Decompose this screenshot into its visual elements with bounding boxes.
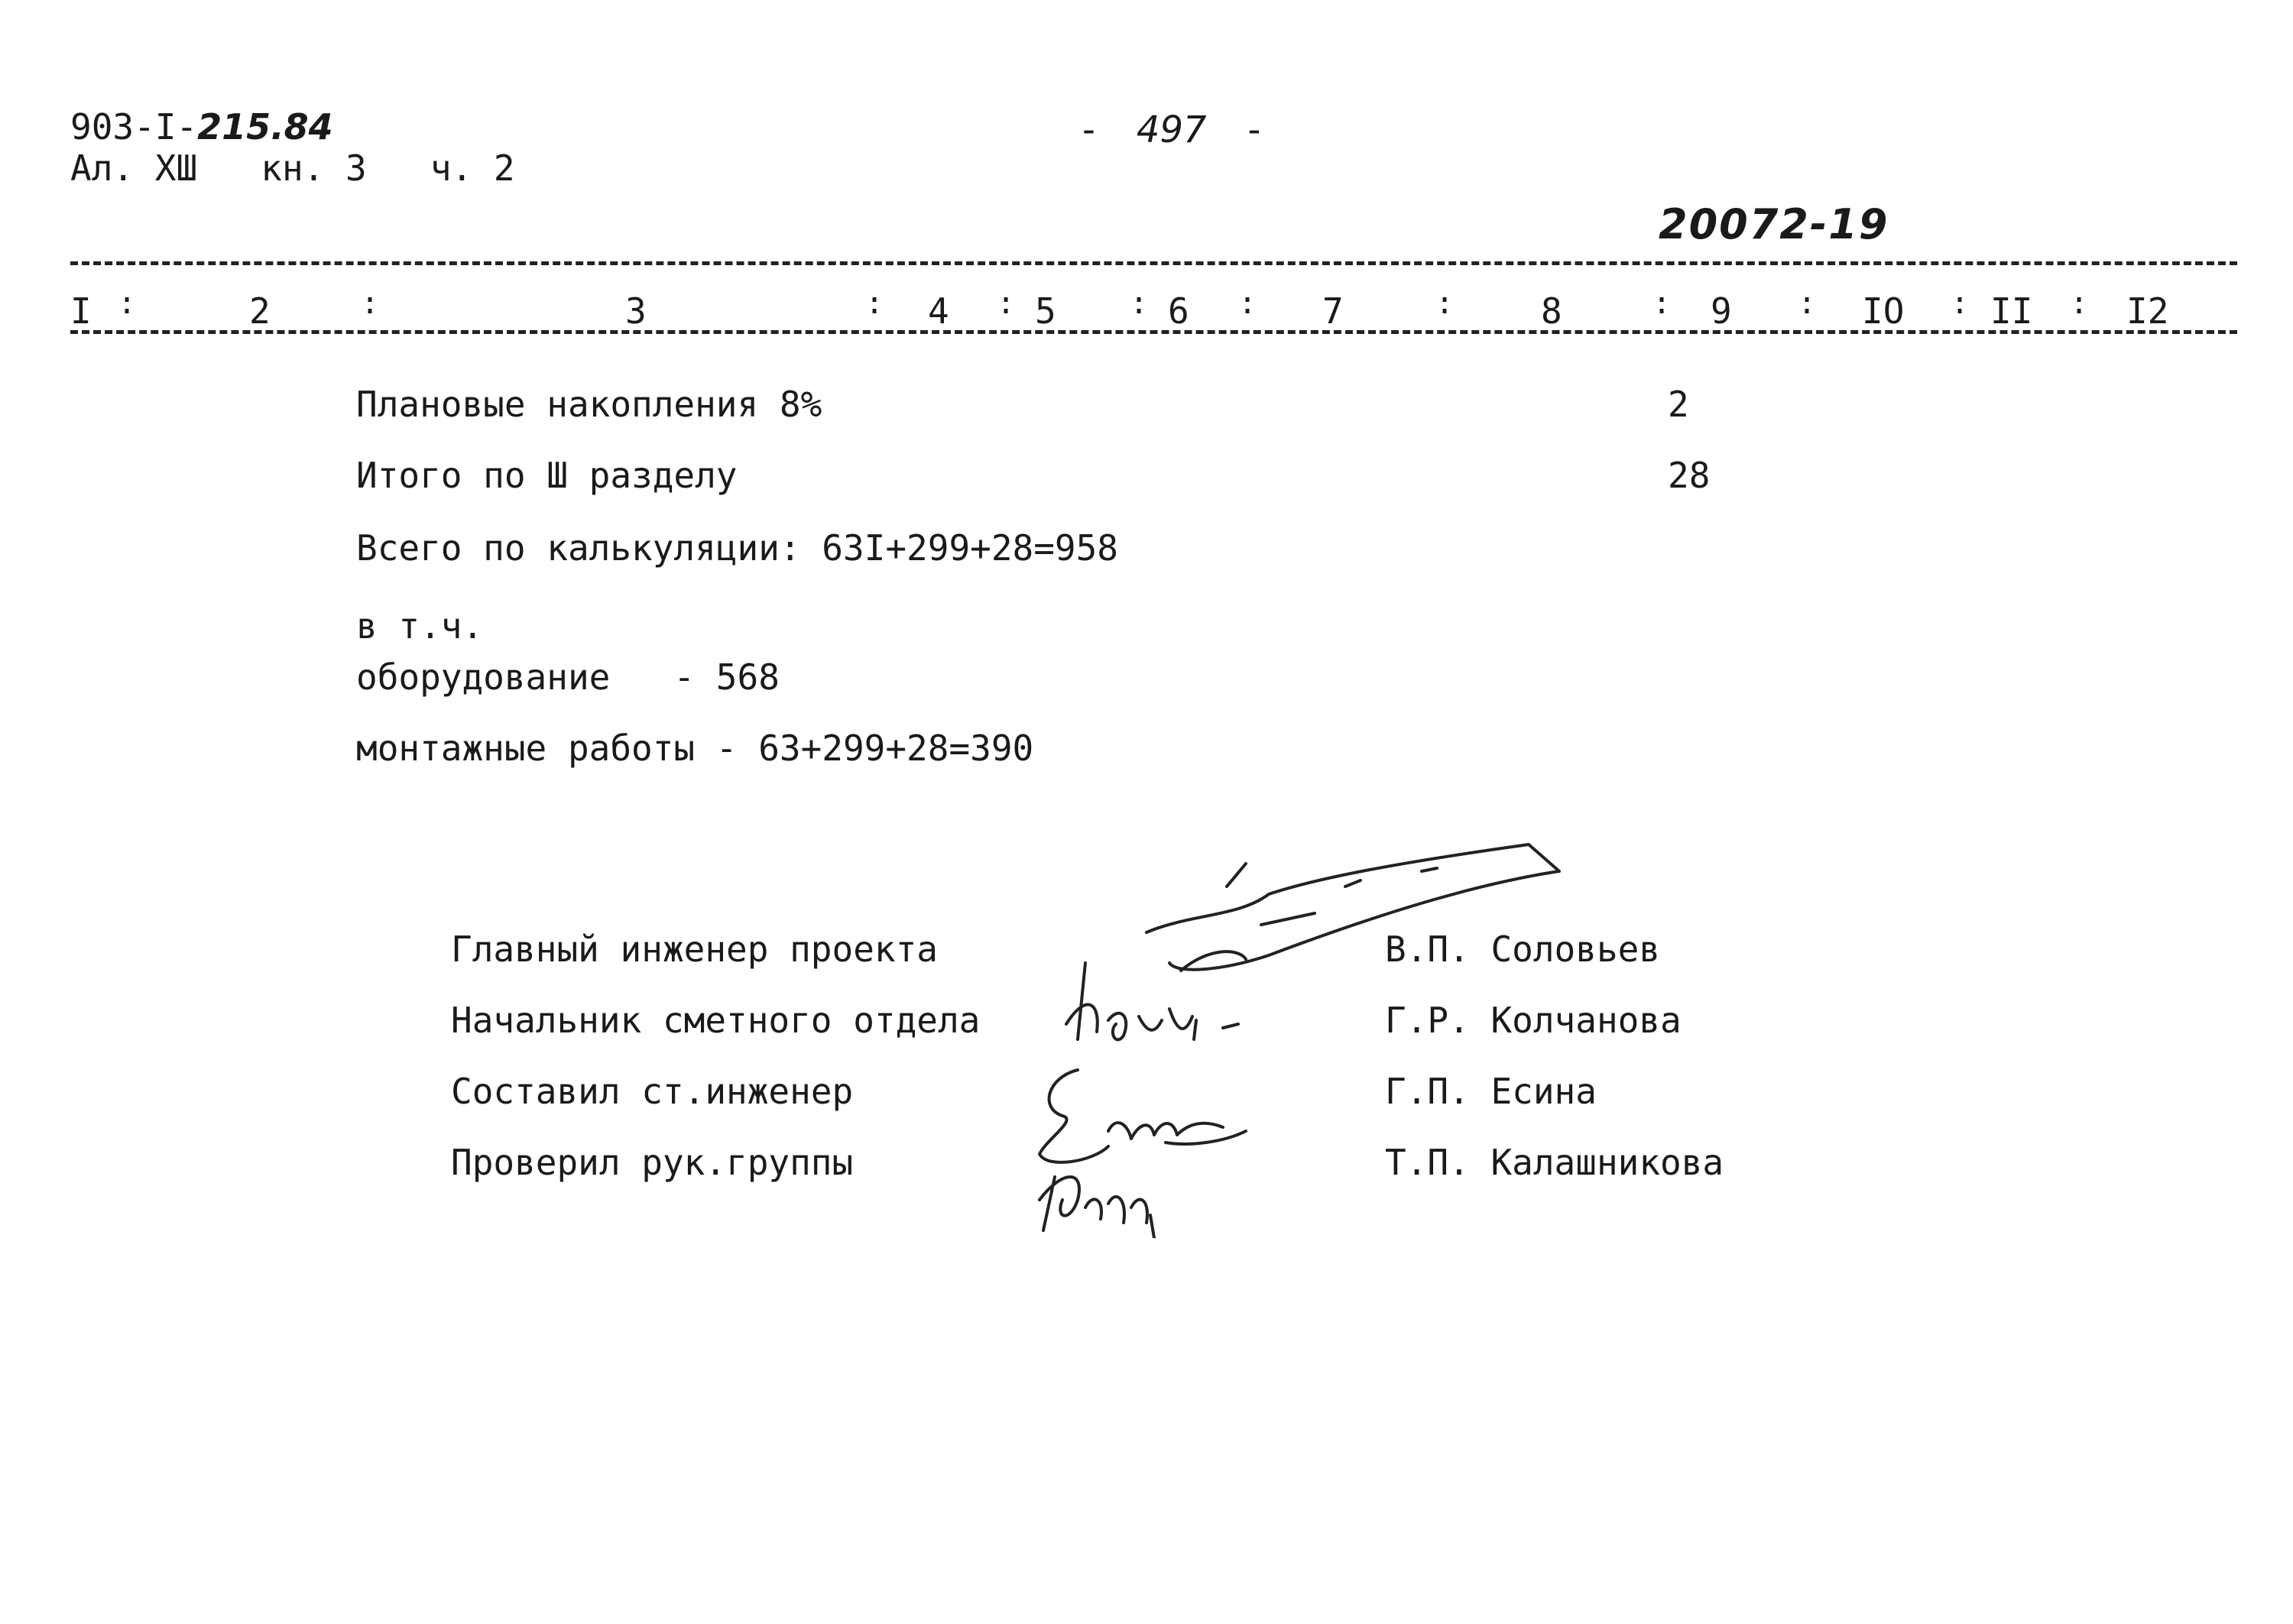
album-label: Ал. ХШ bbox=[70, 147, 198, 189]
signature-role: Составил ст.инженер bbox=[451, 1071, 854, 1112]
signature-chief-engineer bbox=[1146, 844, 1559, 971]
summary-row: Итого по Ш разделу bbox=[356, 455, 738, 496]
column-separator: : bbox=[1130, 286, 1149, 321]
column-number: 8 bbox=[1541, 290, 1562, 332]
document-part bbox=[70, 147, 515, 189]
summary-row: Всего по калькуляции: 63I+299+28=958 bbox=[356, 527, 1118, 569]
table-header-top-rule bbox=[70, 261, 2237, 265]
signature-name: В.П. Соловьев bbox=[1385, 929, 1661, 970]
summary-row: оборудование - 568 bbox=[356, 656, 780, 698]
document-code-handwritten: 215.84 bbox=[197, 106, 333, 147]
column-number: 6 bbox=[1168, 290, 1189, 332]
page-dash-right: - bbox=[1243, 109, 1266, 151]
signature-kalashnikova bbox=[1039, 1177, 1154, 1238]
column-separator: : bbox=[997, 286, 1016, 321]
column-separator: : bbox=[1435, 286, 1455, 321]
signature-role: Главный инженер проекта bbox=[451, 929, 938, 970]
summary-row-value: 28 bbox=[1668, 455, 1711, 496]
signature-role: Начальник сметного отдела bbox=[451, 1000, 981, 1041]
summary-row: в т.ч. bbox=[356, 605, 484, 647]
page-number bbox=[1078, 109, 1265, 151]
column-number: I2 bbox=[2126, 290, 2169, 332]
signature-name: Г.П. Есина bbox=[1385, 1071, 1597, 1112]
summary-row: монтажные работы - 63+299+28=390 bbox=[356, 728, 1034, 769]
column-number: IO bbox=[1862, 290, 1905, 332]
part-label: ч. 2 bbox=[430, 147, 515, 189]
column-number: 3 bbox=[625, 290, 647, 332]
column-number: 5 bbox=[1035, 290, 1056, 332]
column-separator: : bbox=[118, 286, 137, 321]
column-separator: : bbox=[1951, 286, 1970, 321]
column-number: 7 bbox=[1322, 290, 1344, 332]
column-separator: : bbox=[2070, 286, 2089, 321]
table-header-bottom-rule bbox=[70, 330, 2237, 334]
column-separator: : bbox=[1238, 286, 1257, 321]
column-separator: : bbox=[865, 286, 884, 321]
sheet-code: 20072-19 bbox=[1659, 200, 1889, 248]
document-code bbox=[70, 106, 333, 147]
column-number: 4 bbox=[928, 290, 949, 332]
handwritten-signatures bbox=[994, 841, 1605, 1238]
summary-row-value: 2 bbox=[1668, 384, 1689, 425]
page-number-value: 497 bbox=[1136, 109, 1207, 151]
column-number: II bbox=[1990, 290, 2033, 332]
column-number: 2 bbox=[249, 290, 271, 332]
summary-row: Плановые накопления 8% bbox=[356, 384, 822, 425]
column-number: 9 bbox=[1711, 290, 1732, 332]
column-separator: : bbox=[1652, 286, 1672, 321]
column-separator: : bbox=[361, 286, 380, 321]
signature-role: Проверил рук.группы bbox=[451, 1142, 854, 1183]
table-header-columns bbox=[70, 286, 2237, 333]
page-dash-left: - bbox=[1078, 109, 1100, 151]
document-code-printed: 903-I- bbox=[70, 106, 198, 147]
signature-name: Т.П. Калашникова bbox=[1385, 1142, 1724, 1183]
signature-name: Г.Р. Колчанова bbox=[1385, 1000, 1682, 1041]
signature-esina bbox=[1039, 1070, 1246, 1162]
signature-kolchanova bbox=[1066, 963, 1238, 1039]
book-label: кн. 3 bbox=[261, 147, 367, 189]
column-number: I bbox=[70, 290, 92, 332]
column-separator: : bbox=[1798, 286, 1817, 321]
